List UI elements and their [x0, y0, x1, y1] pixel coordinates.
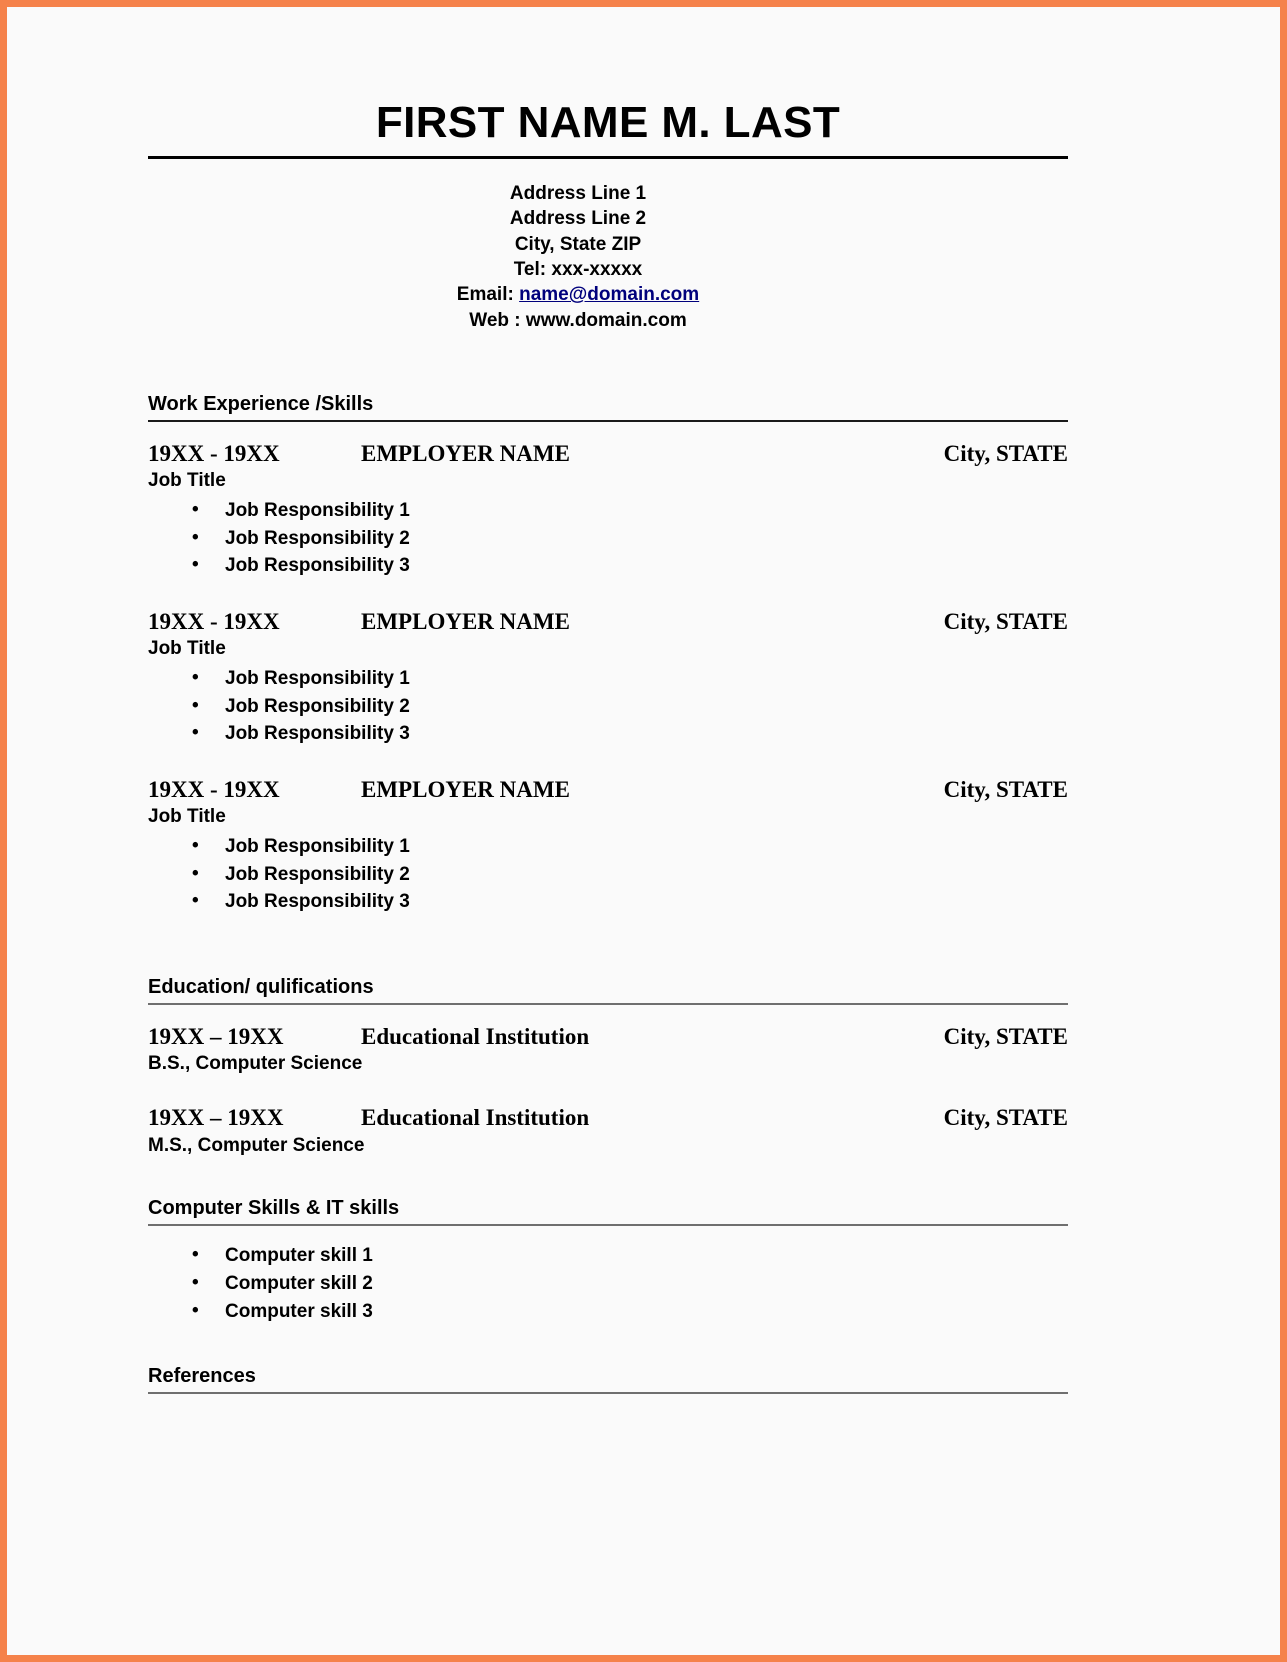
city-state-zip: City, State ZIP	[514, 233, 642, 255]
spacer	[148, 580, 1068, 608]
work-entry-responsibilities	[148, 497, 1068, 580]
work-entry-job-title: Job Title	[148, 806, 226, 828]
page-title: FIRST NAME M. LAST	[375, 98, 841, 147]
education-entry-location: City, STATE	[943, 1023, 1068, 1049]
work-entry	[148, 776, 1068, 916]
work-entry-responsibilities	[148, 665, 1068, 748]
list-item: • Computer skill 1	[148, 1242, 1068, 1270]
list-item: • Job Responsibility 1	[148, 833, 1068, 861]
education-entry-institution: Educational Institution	[361, 1023, 590, 1049]
work-entry-header	[148, 440, 1068, 468]
list-item: • Job Responsibility 1	[148, 497, 1068, 525]
website: Web : www.domain.com	[469, 309, 687, 331]
education-entry-header	[148, 1023, 1068, 1051]
section-education	[148, 976, 1068, 1158]
work-entry-job-title: Job Title	[148, 470, 226, 492]
work-entry-employer: EMPLOYER NAME	[361, 776, 570, 802]
work-entry-employer: EMPLOYER NAME	[361, 440, 570, 466]
telephone: Tel: xxx-xxxxx	[513, 258, 643, 280]
education-entry-degree: M.S., Computer Science	[148, 1134, 365, 1156]
work-entry-dates: 19XX - 19XX	[148, 440, 280, 466]
work-entry-header	[148, 608, 1068, 636]
work-entry-employer: EMPLOYER NAME	[361, 608, 570, 634]
education-entry	[148, 1023, 1068, 1076]
section-heading-computer-skills: Computer Skills & IT skills	[148, 1197, 400, 1220]
spacer	[148, 1005, 1068, 1023]
section-references	[148, 1365, 1068, 1394]
spacer	[148, 1157, 1068, 1197]
spacer	[148, 1226, 1068, 1238]
address-line-1: Address Line 1	[509, 183, 647, 205]
section-heading-work-experience: Work Experience /Skills	[148, 392, 374, 415]
list-item: • Job Responsibility 3	[148, 552, 1068, 580]
education-entry-location: City, STATE	[943, 1105, 1068, 1131]
email-line	[148, 282, 1008, 307]
computer-skills-list	[148, 1242, 1068, 1325]
list-item: • Computer skill 2	[148, 1270, 1068, 1298]
list-item: • Job Responsibility 3	[148, 888, 1068, 916]
address-line-2: Address Line 2	[509, 208, 647, 230]
education-entry-institution: Educational Institution	[361, 1105, 590, 1131]
work-entry-responsibilities	[148, 833, 1068, 916]
work-entry	[148, 440, 1068, 580]
contact-block	[148, 181, 1068, 333]
spacer	[148, 422, 1068, 440]
work-entry-dates: 19XX - 19XX	[148, 608, 280, 634]
page-inner	[7, 7, 1280, 1655]
list-item: • Job Responsibility 3	[148, 720, 1068, 748]
work-entry-dates: 19XX - 19XX	[148, 776, 280, 802]
list-item: • Job Responsibility 2	[148, 861, 1068, 889]
work-entry-location: City, STATE	[943, 440, 1068, 466]
education-entry-dates: 19XX – 19XX	[148, 1105, 284, 1131]
section-divider-references	[148, 1392, 1068, 1394]
section-heading-references: References	[148, 1365, 256, 1388]
work-entry-location: City, STATE	[943, 608, 1068, 634]
education-entry-header	[148, 1104, 1068, 1132]
education-entry-degree: B.S., Computer Science	[148, 1053, 363, 1075]
section-work-experience	[148, 393, 1068, 916]
spacer	[148, 1325, 1068, 1365]
resume-header	[148, 100, 1068, 333]
list-item: • Computer skill 3	[148, 1298, 1068, 1326]
list-item: • Job Responsibility 1	[148, 665, 1068, 693]
email-label: Email:	[456, 284, 514, 306]
section-heading-education: Education/ qulifications	[148, 975, 374, 998]
section-computer-skills	[148, 1197, 1068, 1325]
list-item: • Job Responsibility 2	[148, 693, 1068, 721]
work-entry-location: City, STATE	[943, 776, 1068, 802]
spacer	[148, 748, 1068, 776]
education-entry	[148, 1104, 1068, 1157]
spacer	[148, 916, 1068, 976]
work-entry-header	[148, 776, 1068, 804]
resume-content	[148, 100, 1068, 1394]
email-link[interactable]: name@domain.com	[519, 284, 700, 306]
list-item: • Job Responsibility 2	[148, 525, 1068, 553]
spacer	[148, 1076, 1068, 1104]
work-entry-job-title: Job Title	[148, 638, 226, 660]
spacer	[148, 333, 1068, 393]
name-divider	[148, 156, 1068, 159]
education-entry-dates: 19XX – 19XX	[148, 1023, 284, 1049]
work-entry	[148, 608, 1068, 748]
